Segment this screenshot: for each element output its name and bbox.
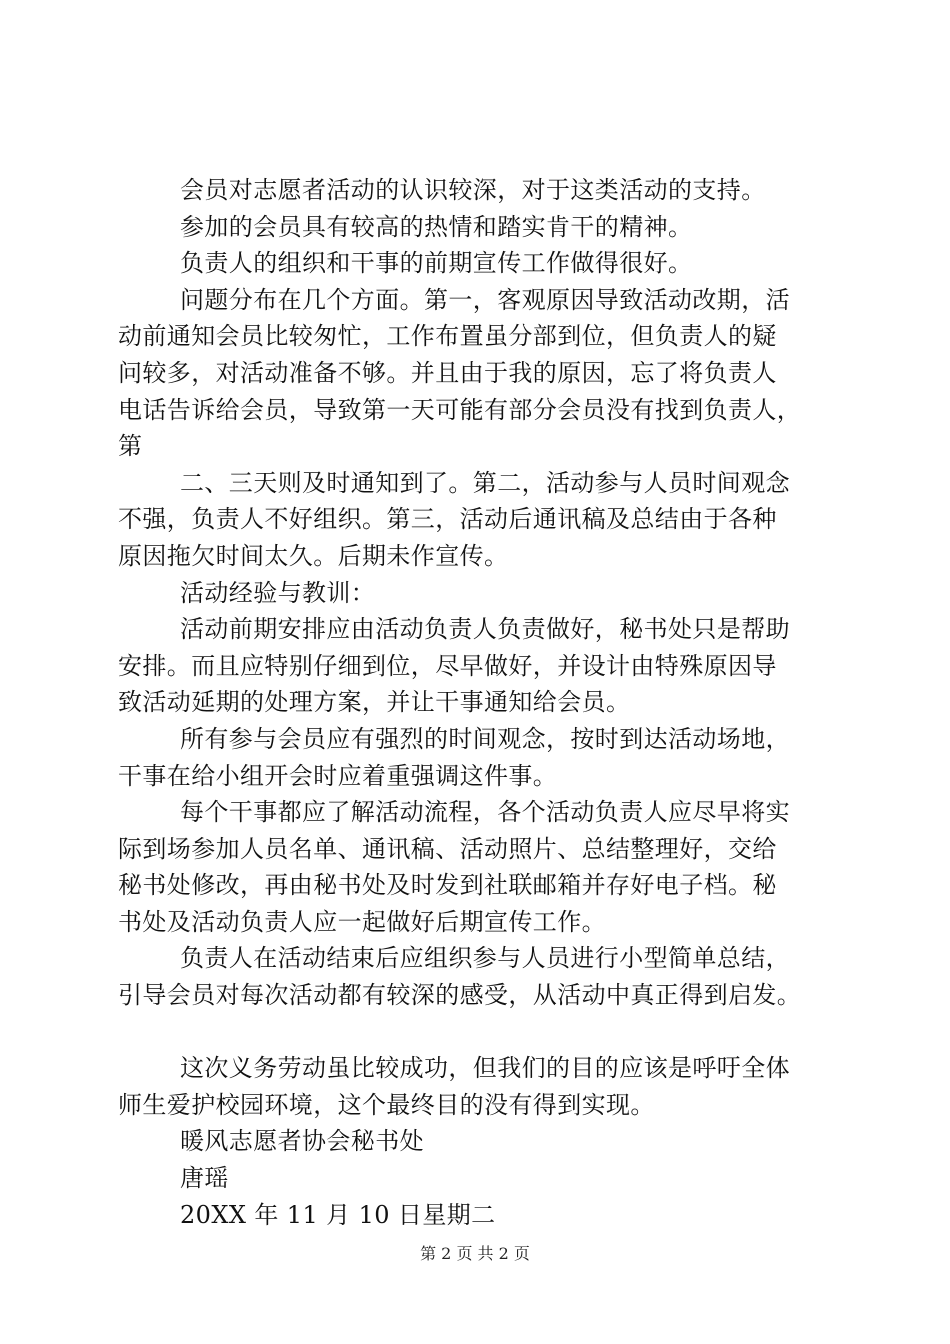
paragraph-line: 引导会员对每次活动都有较深的感受，从活动中真正得到启发。 <box>118 981 802 1010</box>
paragraph-line: 负责人的组织和干事的前期宣传工作做得很好。 <box>180 249 693 278</box>
paragraph-line: 原因拖欠时间太久。后期未作宣传。 <box>118 541 509 570</box>
section-heading: 活动经验与教训： <box>180 578 376 607</box>
signature-organization: 暖风志愿者协会秘书处 <box>180 1127 424 1156</box>
paragraph-line: 电话告诉给会员，导致第一天可能有部分会员没有找到负责人， <box>118 395 802 424</box>
paragraph-line: 安排。而且应特别仔细到位，尽早做好，并设计由特殊原因导 <box>118 651 777 680</box>
paragraph-line: 每个干事都应了解活动流程，各个活动负责人应尽早将实 <box>180 798 790 827</box>
paragraph-line: 这次义务劳动虽比较成功，但我们的目的应该是呼吁全体 <box>180 1054 790 1083</box>
paragraph-gap <box>118 1014 853 1051</box>
page-number-footer: 第 2 页 共 2 页 <box>420 1244 530 1263</box>
paragraph-line: 二、三天则及时通知到了。第二，活动参与人员时间观念 <box>180 468 790 497</box>
paragraph-line: 问题分布在几个方面。第一，客观原因导致活动改期，活 <box>180 285 790 314</box>
paragraph-line: 师生爱护校园环境，这个最终目的没有得到实现。 <box>118 1090 655 1119</box>
paragraph-line: 际到场参加人员名单、通讯稿、活动照片、总结整理好，交给 <box>118 834 777 863</box>
paragraph-line: 所有参与会员应有强烈的时间观念，按时到达活动场地， <box>180 724 790 753</box>
paragraph-line: 活动前期安排应由活动负责人负责做好，秘书处只是帮助 <box>180 615 790 644</box>
paragraph-line: 会员对志愿者活动的认识较深，对于这类活动的支持。 <box>180 176 766 204</box>
paragraph-line: 干事在给小组开会时应着重强调这件事。 <box>118 761 558 790</box>
paragraph-line: 秘书处修改，再由秘书处及时发到社联邮箱并存好电子档。秘 <box>118 871 777 900</box>
paragraph-line: 问较多，对活动准备不够。并且由于我的原因，忘了将负责人 <box>118 358 777 387</box>
document-body <box>118 172 853 1233</box>
paragraph-line: 动前通知会员比较匆忙，工作布置虽分部到位，但负责人的疑 <box>118 322 777 351</box>
signature-name: 唐瑶 <box>180 1164 229 1193</box>
paragraph-line: 书处及活动负责人应一起做好后期宣传工作。 <box>118 907 606 936</box>
signature-date: 20XX 年 11 月 10 日星期二 <box>180 1200 496 1229</box>
paragraph-line: 第 <box>118 432 143 461</box>
paragraph-line: 参加的会员具有较高的热情和踏实肯干的精神。 <box>180 212 693 241</box>
paragraph-line: 致活动延期的处理方案，并让干事通知给会员。 <box>118 688 631 717</box>
paragraph-line: 不强，负责人不好组织。第三，活动后通讯稿及总结由于各种 <box>118 505 777 534</box>
paragraph-line: 负责人在活动结束后应组织参与人员进行小型简单总结， <box>180 944 790 973</box>
